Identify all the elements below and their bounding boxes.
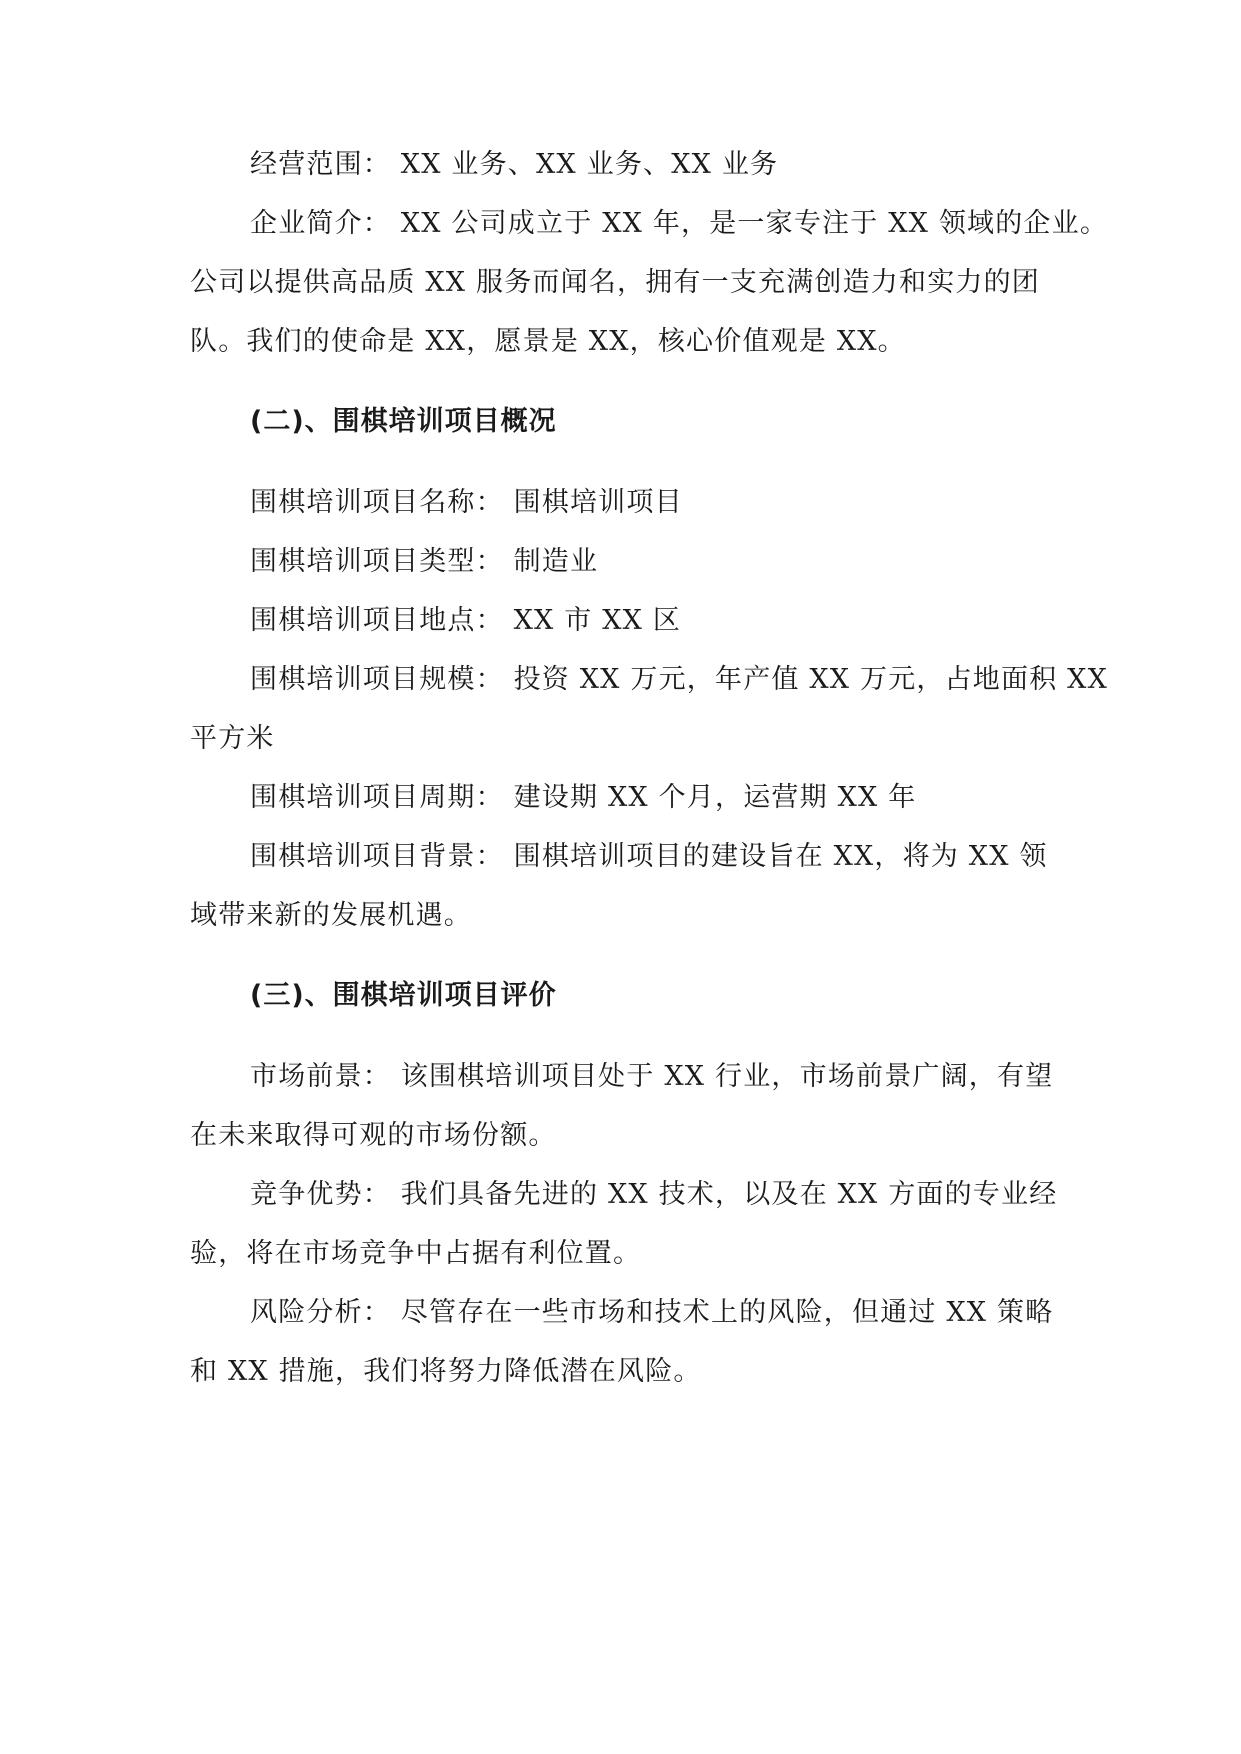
competitive-advantage-line: 竞争优势： 我们具备先进的 XX 技术，以及在 XX 方面的专业经 xyxy=(250,1179,1058,1210)
business-scope-line: 经营范围： XX 业务、XX 业务、XX 业务 xyxy=(250,149,779,180)
company-intro-line: 队。我们的使命是 XX，愿景是 XX，核心价值观是 XX。 xyxy=(190,326,906,357)
project-type-line: 围棋培训项目类型： 制造业 xyxy=(250,546,599,577)
project-scale-line: 平方米 xyxy=(190,723,275,754)
project-scale-line: 围棋培训项目规模： 投资 XX 万元，年产值 XX 万元，占地面积 XX xyxy=(250,664,1109,695)
market-outlook-line: 市场前景： 该围棋培训项目处于 XX 行业，市场前景广阔，有望 xyxy=(250,1061,1054,1092)
company-intro-line: 企业简介： XX 公司成立于 XX 年，是一家专注于 XX 领域的企业。 xyxy=(250,208,1109,239)
risk-analysis-line: 风险分析： 尽管存在一些市场和技术上的风险，但通过 XX 策略 xyxy=(250,1297,1054,1328)
project-background-line: 围棋培训项目背景： 围棋培训项目的建设旨在 XX，将为 XX 领 xyxy=(250,841,1048,872)
market-outlook-line: 在未来取得可观的市场份额。 xyxy=(190,1120,557,1151)
project-period-line: 围棋培训项目周期： 建设期 XX 个月，运营期 XX 年 xyxy=(250,782,917,813)
company-intro-line: 公司以提供高品质 XX 服务而闻名，拥有一支充满创造力和实力的团 xyxy=(190,267,1041,298)
project-background-line: 域带来新的发展机遇。 xyxy=(190,900,472,931)
competitive-advantage-line: 验，将在市场竞争中占据有利位置。 xyxy=(190,1238,642,1269)
section-heading-evaluation: (三)、围棋培训项目评价 xyxy=(250,980,557,1011)
project-name-line: 围棋培训项目名称： 围棋培训项目 xyxy=(250,487,683,518)
project-location-line: 围棋培训项目地点： XX 市 XX 区 xyxy=(250,605,682,636)
section-heading-overview: (二)、围棋培训项目概况 xyxy=(250,406,557,437)
risk-analysis-line: 和 XX 措施，我们将努力降低潜在风险。 xyxy=(190,1356,702,1387)
